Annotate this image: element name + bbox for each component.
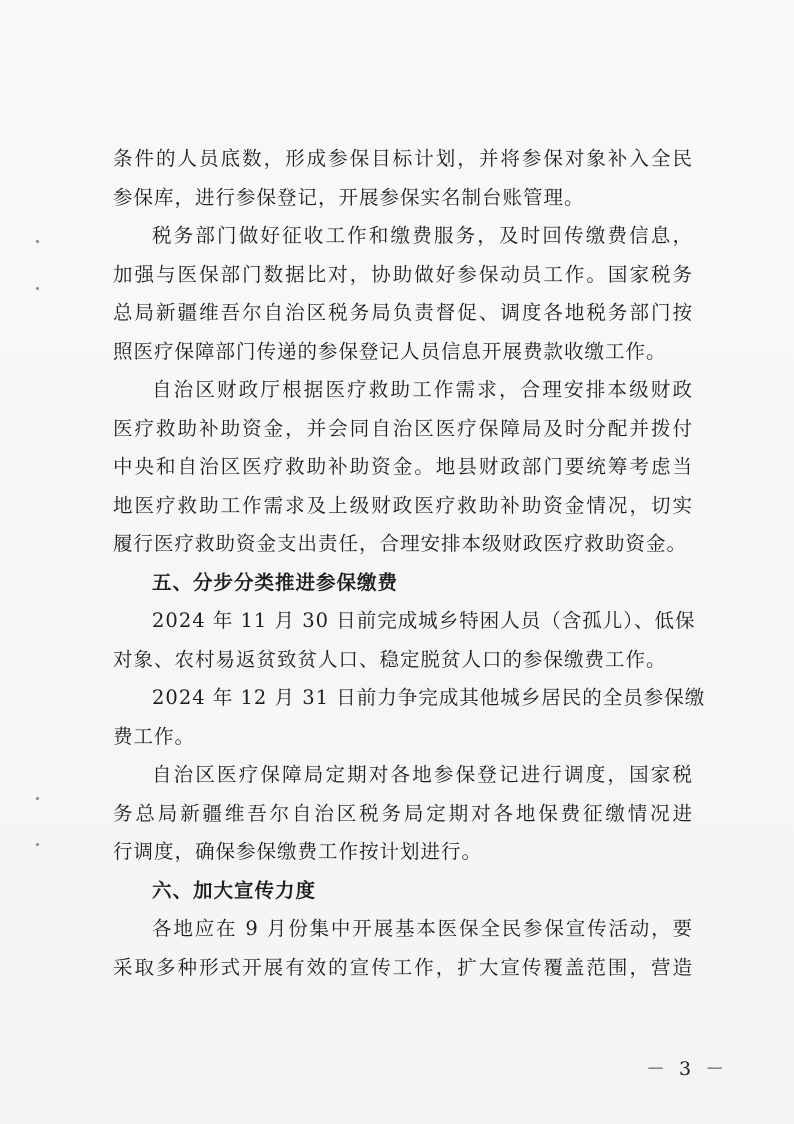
scan-speck: [36, 843, 39, 846]
paragraph: [113, 602, 696, 679]
text-line: 地医疗救助工作需求及上级财政医疗救助补助资金情况，切实: [113, 493, 693, 517]
text-line: 条件的人员底数，形成参保目标计划，并将参保对象补入全民: [113, 147, 693, 170]
page-number: － 3 －: [646, 1058, 729, 1080]
scan-speck: [36, 797, 39, 800]
text-line: 务总局新疆维吾尔自治区税务局定期对各地保费征缴情况进: [113, 801, 693, 825]
text-line: 加强与医保部门数据比对，协助做好参保动员工作。国家税务: [113, 262, 693, 286]
paragraph: [113, 756, 693, 872]
text-line: 照医疗保障部门传递的参保登记人员信息开展费款收缴工作。: [113, 339, 667, 363]
text-line: 2024 年 11 月 30 日前完成城乡特困人员（含孤儿）、低保: [152, 609, 696, 632]
text-line: 2024 年 12 月 31 日前力争完成其他城乡居民的全员参保缴: [152, 686, 706, 709]
paragraph: [113, 217, 693, 371]
scan-speck: [36, 287, 39, 290]
text-line: 中央和自治区医疗救助补助资金。地县财政部门要统筹考虑当: [113, 455, 693, 478]
paragraph: [113, 910, 693, 987]
text-line: 费工作。: [113, 724, 196, 748]
paragraph: [113, 140, 693, 217]
text-line: 各地应在 9 月份集中开展基本医保全民参保宣传活动，要: [152, 917, 693, 940]
text-line: 税务部门做好征收工作和缴费服务，及时回传缴费信息，: [152, 224, 693, 247]
text-line: 采取多种形式开展有效的宣传工作，扩大宣传覆盖范围，营造: [113, 955, 693, 979]
document-body: [113, 140, 706, 987]
text-line: 医疗救助补助资金，并会同自治区医疗保障局及时分配并拨付: [113, 416, 693, 440]
paragraph: [113, 371, 693, 564]
text-line: 自治区医疗保障局定期对各地参保登记进行调度，国家税: [152, 763, 693, 786]
text-line: 行调度，确保参保缴费工作按计划进行。: [113, 840, 483, 863]
scan-speck: [36, 240, 39, 243]
paragraph: [113, 679, 706, 756]
section-heading: 六、加大宣传力度: [152, 878, 317, 902]
text-line: 自治区财政厅根据医疗救助工作需求，合理安排本级财政: [152, 378, 693, 401]
text-line: 总局新疆维吾尔自治区税务局负责督促、调度各地税务部门按: [113, 301, 693, 324]
text-line: 参保库，进行参保登记，开展参保实名制台账管理。: [113, 185, 585, 209]
section-heading: 五、分步分类推进参保缴费: [152, 570, 399, 594]
text-line: 对象、农村易返贫致贫人口、稳定脱贫人口的参保缴费工作。: [113, 647, 667, 671]
text-line: 履行医疗救助资金支出责任，合理安排本级财政医疗救助资金。: [113, 532, 688, 555]
